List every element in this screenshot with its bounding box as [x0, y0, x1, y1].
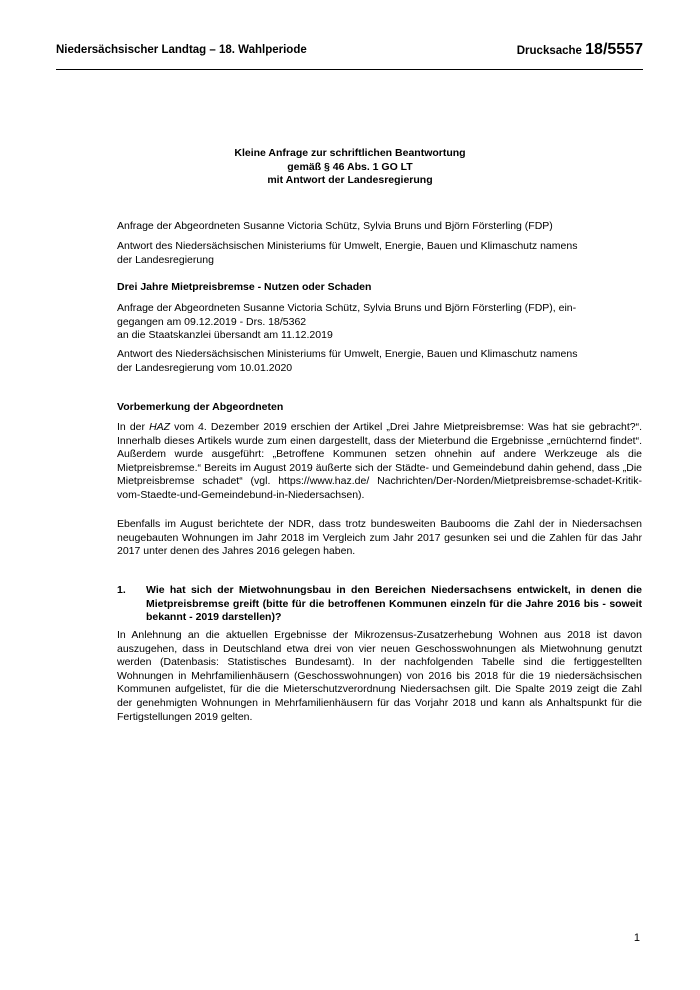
preface-paragraph-2-text: Ebenfalls im August berichtete der NDR, dass trotz bundesweiten Baubooms die Zahl der in Niedersachsen neugebauten Wohnungen im Jahr 2018 im Vergleich zum Jahr 2017 gesunken sei und die Zahlen für das Jahr 2017 unter denen des Jahres 2016 gelegen haben.	[117, 518, 642, 558]
subject-anfrage-line-1: Anfrage der Abgeordneten Susanne Victoria Schütz, Sylvia Bruns und Björn Försterling (FDP), ein-	[117, 302, 577, 314]
subject-anfrage	[117, 302, 642, 343]
preface-heading-text: Vorbemerkung der Abgeordneten	[117, 401, 284, 413]
title-line-1: Kleine Anfrage zur schriftlichen Beantwortung	[234, 147, 466, 159]
question-1-number: 1.	[117, 584, 126, 596]
document-number-value: 18/5557	[585, 41, 643, 58]
intro-antwort-line-2: der Landesregierung	[117, 253, 214, 266]
subject-anfrage-line-3: an die Staatskanzlei übersandt am 11.12.2019	[117, 329, 333, 342]
page-number: 1	[633, 932, 640, 944]
preface-paragraph-1-text	[117, 421, 642, 503]
subject-antwort-line-1: Antwort des Niedersächsischen Ministeriums für Umwelt, Energie, Bauen und Klimaschutz namens	[117, 348, 578, 360]
intro-anfrage	[117, 220, 642, 234]
page-header	[56, 41, 643, 70]
document-title	[0, 147, 700, 188]
answer-1-text: In Anlehnung an die aktuellen Ergebnisse der Mikrozensus-Zusatzerhebung Wohnen aus 2018 ist davon auszugehen, dass in Deutschland etwa drei von vier neuen Geschosswohnungen als Mietwohnung genutzt werden (Datenbasis: Statistisches Bundesamt). In der nachfolgenden Tabelle sind die fertiggestellten Wohnungen in Mehrfamilienhäusern (Geschosswohnungen) von 2016 bis 2018 für die 19 niedersächsischen Kommunen aufgelistet, für die die Mieterschutzverordnung Niedersachsen gilt. Die Spalte 2019 zeigt die Zahl der genehmigten Wohnungen in Mehrfamilienhäusern für das Vorjahr 2018 und kann als Anhaltspunkt für die Fertigstellungen 2019 gelten.	[117, 629, 642, 723]
intro-antwort-line-1: Antwort des Niedersächsischen Ministeriums für Umwelt, Energie, Bauen und Klimaschutz namens	[117, 240, 578, 252]
answer-1	[117, 629, 642, 724]
haz-abbreviation: HAZ	[149, 421, 171, 433]
question-1-text: Wie hat sich der Mietwohnungsbau in den Bereichen Niedersachsens entwickelt, in denen die Mietpreisbremse greift (bitte für die betroffenen Kommunen einzeln für die Jahre 2016 bis - soweit bekannt - 2019 darstellen)?	[146, 584, 642, 624]
preface-paragraph-1	[117, 421, 642, 503]
title-line-2: gemäß § 46 Abs. 1 GO LT	[287, 160, 413, 173]
subject-heading	[117, 281, 642, 295]
intro-antwort	[117, 240, 642, 267]
subject-heading-text: Drei Jahre Mietpreisbremse - Nutzen oder Schaden	[117, 281, 372, 293]
preface-p1-body: vom 4. Dezember 2019 erschien der Artikel „Drei Jahre Mietpreisbremse: Was hat sie gebracht?“. Innerhalb dieses Artikels wurde zum einen dargestellt, dass der Mieterbund die Ergebnisse „ernüchternd findet“. Außerdem wurde ausgeführt: „Betroffene Kommunen setzen ohnehin auf andere Werkzeuge als die Mietpreisbremse.“ Bereits im August 2019 äußerte sich der Städte- und Gemeindebund dahin gehend, dass „Die Mietpreisbremse schadet“ (vgl. https://www.haz.de/ Nachrichten/Der-Norden/Mietpreisbremse-schadet-Kritik-vom-Staedte-und-Gemeindebund-in-Niedersachsen).	[117, 421, 642, 501]
title-line-3: mit Antwort der Landesregierung	[267, 174, 433, 186]
document-number	[517, 41, 643, 59]
preface-paragraph-2	[117, 518, 642, 559]
subject-antwort	[117, 348, 642, 375]
subject-anfrage-line-2: gegangen am 09.12.2019 - Drs. 18/5362	[117, 315, 307, 328]
subject-antwort-line-2: der Landesregierung vom 10.01.2020	[117, 361, 293, 374]
preface-p1-prefix: In der	[117, 421, 150, 433]
intro-anfrage-text: Anfrage der Abgeordneten Susanne Victoria Schütz, Sylvia Bruns und Björn Försterling (FDP)	[117, 220, 553, 232]
document-number-label: Drucksache	[516, 45, 586, 57]
preface-heading	[117, 401, 642, 415]
parliament-label: Niedersächsischer Landtag – 18. Wahlperiode	[56, 44, 307, 56]
